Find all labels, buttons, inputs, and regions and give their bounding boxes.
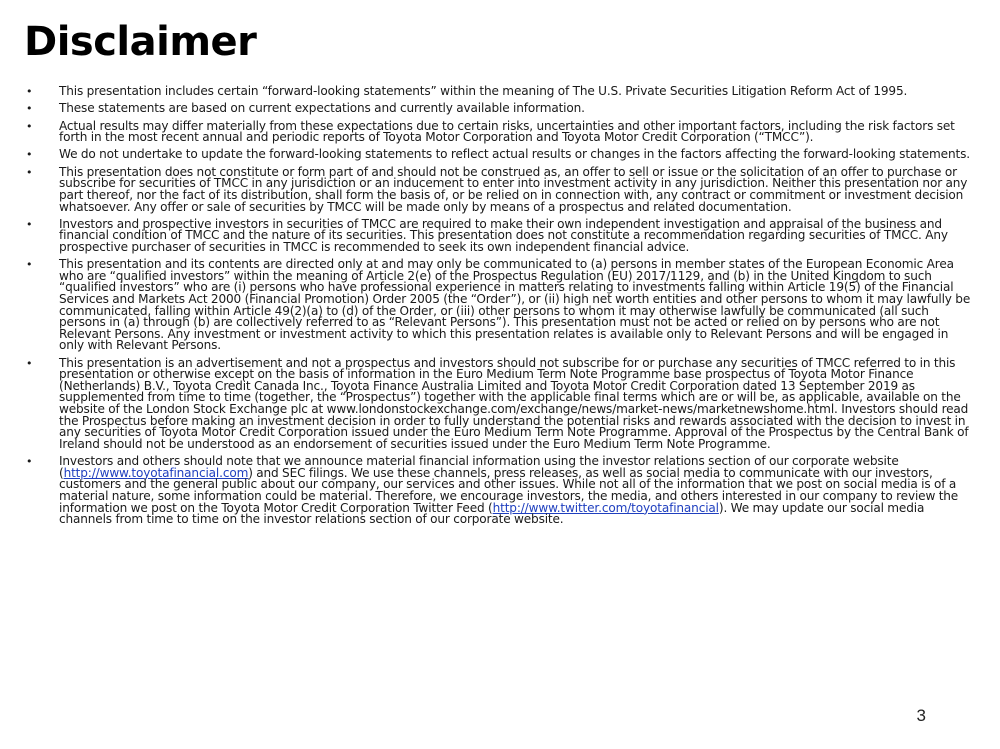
bullet-icon: • (26, 217, 33, 231)
bullet-text-part3: ). We may update our social media channels from time to time on the investor relations section of our corporate website. (59, 500, 925, 527)
bullet-icon: • (26, 119, 33, 133)
toyotafinancial-link[interactable]: http://www.toyotafinancial.com (63, 465, 249, 480)
bullet-icon: • (26, 85, 33, 98)
bullet-text: This presentation does not constitute or form part of and should not be construed as, an offer to sell or issue or the solicitation of an offer to purchase or subscribe for securities of TMCC in any jurisdiction or an inducement to enter into investment activity in any jurisdiction. Neither this presentation nor any part thereof, nor the fact of its distribution, shall form the basis of, or be relied on in connection with, any contract or commitment or investment decision whatsoever. Any offer or sale of securities by TMCC will be made only by means of a prospectus and related documentation. (59, 164, 968, 214)
bullet-text: Actual results may differ materially from these expectations due to certain risks, uncertainties and other important factors, including the risk factors set forth in the most recent annual and periodic reports of Toyota Motor Corporation and Toyota Motor Credit Corporation (“TMCC”). (59, 118, 955, 145)
page-number: 3 (916, 706, 926, 725)
bullet-icon: • (26, 148, 33, 162)
bullet-icon: • (26, 258, 33, 272)
twitter-link[interactable]: http://www.twitter.com/toyotafinancial (492, 500, 719, 515)
list-item (0, 86, 1000, 98)
bullet-icon: • (26, 356, 33, 370)
bullet-text: This presentation includes certain “forward-looking statements” within the meaning of The U.S. Private Securities Litigation Reform Act of 1995. (59, 84, 908, 98)
page-title: Disclaimer (24, 19, 257, 65)
bullet-text: Investors and prospective investors in securities of TMCC are required to make their own independent investigation and appraisal of the business and financial condition of TMCC and the nature of its securities. This presentation does not constitute a recommendation regarding securities of TMCC. Any prospective purchaser of securities in TMCC is recommended to seek its own independent financial advice. (59, 216, 948, 254)
bullet-text: This presentation and its contents are directed only at and may only be communicated to (a) persons in member states of the European Economic Area who are “qualified investors” within the meaning of Article 2(e) of the Prospectus Regulation (EU) 2017/1129, and (b) in the United Kingdom to such “qualified investors” who are (i) persons who have professional experience in matters relating to investments falling within Article 19(5) of the Financial Services and Markets Act 2000 (Financial Promotion) Order 2005 (the “Order”), or (ii) high net worth entities and other persons to whom it may lawfully be communicated, falling within Article 49(2)(a) to (d) of the Order, or (iii) other persons to whom it may otherwise lawfully be communicated (all such persons in (a) through (b) are collectively referred to as “Relevant Persons”). This presentation must not be acted or relied on by persons who are not Relevant Persons. Any investment or investment activity to which this presentation relates is available only to Relevant Persons and will be engaged in only with Relevant Persons. (59, 257, 971, 353)
bullet-text: These statements are based on current expectations and currently available information. (59, 101, 585, 116)
list-item (0, 216, 1000, 254)
list-item (0, 149, 1000, 161)
bullet-text: This presentation is an advertisement and not a prospectus and investors should not subscribe for or purchase any securities of TMCC referred to in this presentation or otherwise except on the basis of information in the Euro Medium Term Note Programme base prospectus of Toyota Motor Finance (Netherlands) B.V., Toyota Credit Canada Inc., Toyota Finance Australia Limited and Toyota Motor Credit Corporation dated 13 September 2019 as supplemented from time to time (together, the “Prospectus”) together with the applicable final terms which are or will be, as applicable, available on the website of the London Stock Exchange plc at www.londonstockexchange.com/exchange/news/market-news/marketnewshome.html. Investors should read the Prospectus before making an investment decision in order to fully understand the potential risks and rewards associated with the decision to invest in any securities of Toyota Motor Credit Corporation issued under the Euro Medium Term Note Programme. Approval of the Prospectus by the Central Bank of Ireland should not be understood as an endorsement of securities issued under the Euro Medium Term Note Programme. (59, 355, 969, 451)
disclaimer-list (0, 86, 1000, 531)
list-item (0, 103, 1000, 115)
bullet-text: We do not undertake to update the forward-looking statements to reflect actual results or changes in the factors affecting the forward-looking statements. (59, 147, 970, 162)
bullet-text-part2: ) and SEC filings. We use these channels, press releases, as well as social media to communicate with our investors, customers and the general public about our company, our services and other issues. While not all of the information that we post on social media is of a material nature, some information could be material. Therefore, we encourage investors, the media, and others interested in our company to review the information we post on the Toyota Motor Credit Corporation Twitter Feed ( (59, 465, 959, 515)
list-item (0, 259, 1000, 352)
list-item (0, 118, 1000, 145)
list-item (0, 456, 1000, 526)
list-item (0, 355, 1000, 451)
bullet-text-part1: Investors and others should note that we announce material financial information using the investor relations section of our corporate website ( (59, 454, 899, 480)
list-item (0, 164, 1000, 214)
bullet-icon: • (26, 455, 33, 469)
bullet-icon: • (26, 165, 33, 179)
bullet-icon: • (26, 102, 33, 116)
